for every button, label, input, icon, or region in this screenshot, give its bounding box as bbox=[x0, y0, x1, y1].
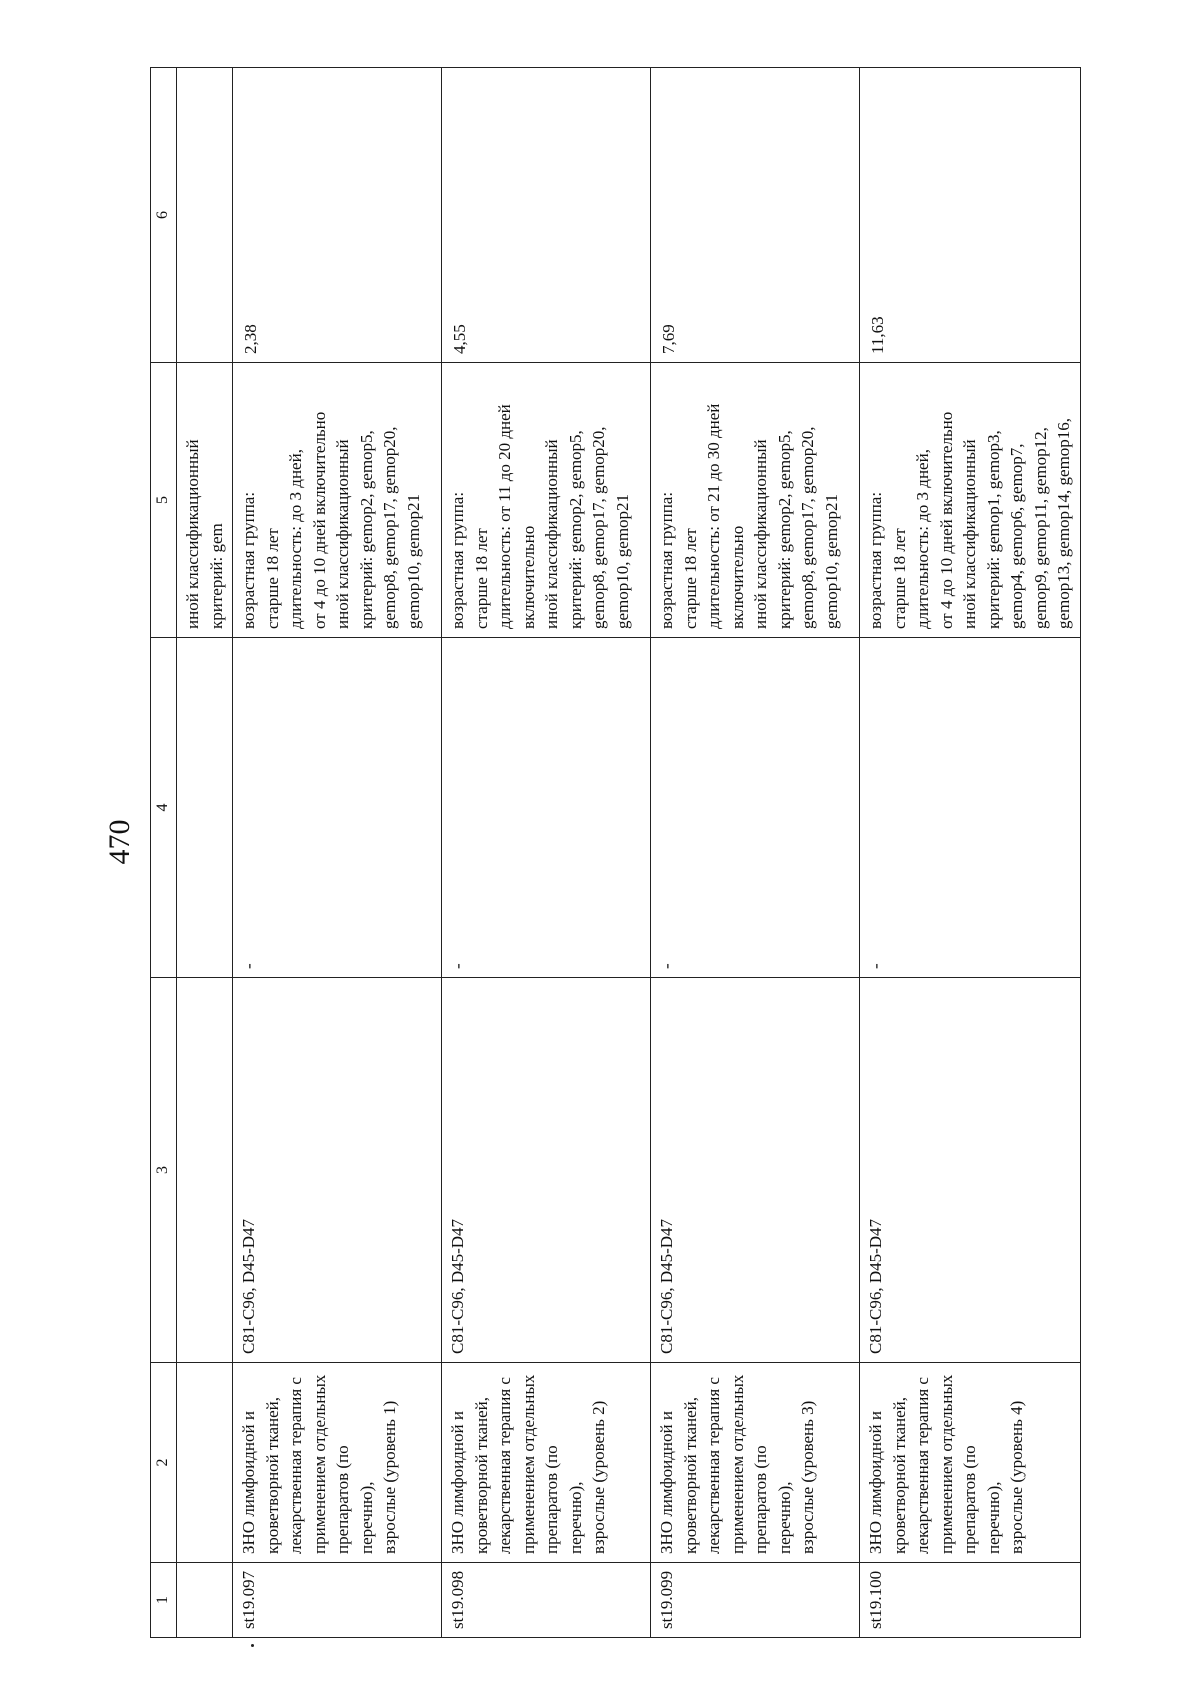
text-line: взрослые (уровень 4) bbox=[1007, 1400, 1026, 1554]
text-line: старше 18 лет bbox=[471, 528, 491, 629]
table-cell bbox=[177, 1363, 233, 1563]
table-cell bbox=[177, 978, 233, 1363]
text-line: возрастная группа: bbox=[657, 491, 676, 629]
text-line: ЗНО лимфоидной и bbox=[657, 1411, 676, 1554]
column-header: 6 bbox=[151, 68, 177, 363]
continuation-row bbox=[177, 68, 233, 1638]
icd-cell: C81-C96, D45-D47 bbox=[651, 978, 860, 1363]
text-line: лекарственная терапия с bbox=[704, 1377, 723, 1554]
text-line: кроветворной тканей, bbox=[471, 1397, 491, 1554]
criteria-cell bbox=[651, 363, 860, 638]
text-line: включительно bbox=[727, 525, 747, 629]
text-line: gemop10, gemop21 bbox=[612, 493, 632, 629]
code-cell: st19.099 bbox=[651, 1563, 860, 1638]
text-line: лекарственная терапия с bbox=[495, 1377, 514, 1554]
column-header: 1 bbox=[151, 1563, 177, 1638]
code-cell: st19.097 bbox=[233, 1563, 442, 1638]
text-line: ЗНО лимфоидной и bbox=[239, 1411, 258, 1554]
text-line: от 4 до 10 дней включительно bbox=[309, 411, 329, 629]
text-line: кроветворной тканей, bbox=[680, 1397, 700, 1554]
text-line: лекарственная терапия с bbox=[913, 1377, 932, 1554]
text-line: применением отдельных bbox=[727, 1374, 747, 1554]
text-line: препаратов (по перечню), bbox=[333, 1445, 376, 1554]
table-cell bbox=[177, 638, 233, 978]
table-row bbox=[442, 68, 651, 1638]
criteria-cell bbox=[177, 363, 233, 638]
text-line: gemop9, gemop11, gemop12, bbox=[1030, 427, 1050, 629]
name-cell bbox=[233, 1363, 442, 1563]
scan-speck bbox=[251, 1644, 254, 1647]
text-line: лекарственная терапия с bbox=[286, 1377, 305, 1554]
text-line: применением отдельных bbox=[309, 1374, 329, 1554]
table-row bbox=[860, 68, 1081, 1638]
text-line: взрослые (уровень 3) bbox=[798, 1400, 817, 1554]
text-line: кроветворной тканей, bbox=[262, 1397, 282, 1554]
text-line: критерий: gemop1, gemop3, bbox=[983, 430, 1003, 629]
text-line: кроветворной тканей, bbox=[889, 1397, 909, 1554]
text-line: взрослые (уровень 1) bbox=[380, 1400, 399, 1554]
col4-cell: - bbox=[651, 638, 860, 978]
text-line: gemop8, gemop17, gemop20, bbox=[798, 426, 817, 629]
icd-cell: C81-C96, D45-D47 bbox=[442, 978, 651, 1363]
text-line: возрастная группа: bbox=[448, 491, 467, 629]
page-number: 470 bbox=[103, 819, 136, 865]
text-line: применением отдельных bbox=[518, 1374, 538, 1554]
text-line: от 4 до 10 дней включительно bbox=[936, 411, 956, 629]
text-line: включительно bbox=[518, 525, 538, 629]
text-line: gemop4, gemop6, gemop7, bbox=[1007, 443, 1026, 629]
name-cell bbox=[860, 1363, 1081, 1563]
table-row bbox=[233, 68, 442, 1638]
text-line: иной классификационный bbox=[542, 439, 561, 629]
coefficient-cell: 7,69 bbox=[651, 68, 860, 363]
coefficient-cell: 4,55 bbox=[442, 68, 651, 363]
text-line: ЗНО лимфоидной и bbox=[448, 1411, 467, 1554]
col4-cell: - bbox=[442, 638, 651, 978]
text-line: старше 18 лет bbox=[889, 528, 909, 629]
tariff-table bbox=[150, 67, 1081, 1638]
text-line: длительность: от 11 до 20 дней bbox=[495, 404, 514, 629]
name-cell bbox=[651, 1363, 860, 1563]
icd-cell: C81-C96, D45-D47 bbox=[233, 978, 442, 1363]
table-cell bbox=[177, 68, 233, 363]
text-line: иной классификационный bbox=[960, 439, 979, 629]
text-line: старше 18 лет bbox=[262, 528, 282, 629]
text-line: возрастная группа: bbox=[866, 491, 885, 629]
text-line: препаратов (по перечню), bbox=[751, 1445, 794, 1554]
text-line: длительность: до 3 дней, bbox=[286, 449, 305, 629]
text-line: ЗНО лимфоидной и bbox=[866, 1411, 885, 1554]
text-line: длительность: от 21 до 30 дней bbox=[704, 403, 723, 629]
text-line: иной классификационный bbox=[751, 439, 770, 629]
column-header: 3 bbox=[151, 978, 177, 1363]
text-line: gemop8, gemop17, gemop20, bbox=[589, 426, 608, 629]
text-line: иной классификационный bbox=[183, 439, 202, 629]
text-line: препаратов (по перечню), bbox=[960, 1445, 1003, 1554]
text-line: критерий: gemop2, gemop5, bbox=[565, 430, 585, 629]
column-header: 2 bbox=[151, 1363, 177, 1563]
text-line: препаратов (по перечню), bbox=[542, 1445, 585, 1554]
column-header: 5 bbox=[151, 363, 177, 638]
criteria-cell bbox=[442, 363, 651, 638]
coefficient-cell: 11,63 bbox=[860, 68, 1081, 363]
text-line: старше 18 лет bbox=[680, 528, 700, 629]
criteria-cell bbox=[860, 363, 1081, 638]
text-line: длительность: до 3 дней, bbox=[913, 449, 932, 629]
text-line: gemop8, gemop17, gemop20, bbox=[380, 426, 399, 629]
coefficient-cell: 2,38 bbox=[233, 68, 442, 363]
icd-cell: C81-C96, D45-D47 bbox=[860, 978, 1081, 1363]
header-row bbox=[151, 68, 177, 1638]
text-line: взрослые (уровень 2) bbox=[589, 1400, 608, 1554]
rotated-table-container bbox=[150, 68, 1073, 1638]
code-cell: st19.098 bbox=[442, 1563, 651, 1638]
text-line: gemop10, gemop21 bbox=[403, 493, 423, 629]
column-header: 4 bbox=[151, 638, 177, 978]
text-line: критерий: gemop2, gemop5, bbox=[356, 430, 376, 629]
name-cell bbox=[442, 1363, 651, 1563]
text-line: критерий: gemop2, gemop5, bbox=[774, 430, 794, 629]
text-line: gemop10, gemop21 bbox=[821, 493, 841, 629]
table-row bbox=[651, 68, 860, 1638]
table-cell bbox=[177, 1563, 233, 1638]
text-line: критерий: gem bbox=[206, 523, 226, 629]
code-cell: st19.100 bbox=[860, 1563, 1081, 1638]
col4-cell: - bbox=[233, 638, 442, 978]
text-line: gemop13, gemop14, gemop16, bbox=[1054, 417, 1073, 629]
text-line: применением отдельных bbox=[936, 1374, 956, 1554]
col4-cell: - bbox=[860, 638, 1081, 978]
criteria-cell bbox=[233, 363, 442, 638]
text-line: возрастная группа: bbox=[239, 491, 258, 629]
text-line: иной классификационный bbox=[333, 439, 352, 629]
